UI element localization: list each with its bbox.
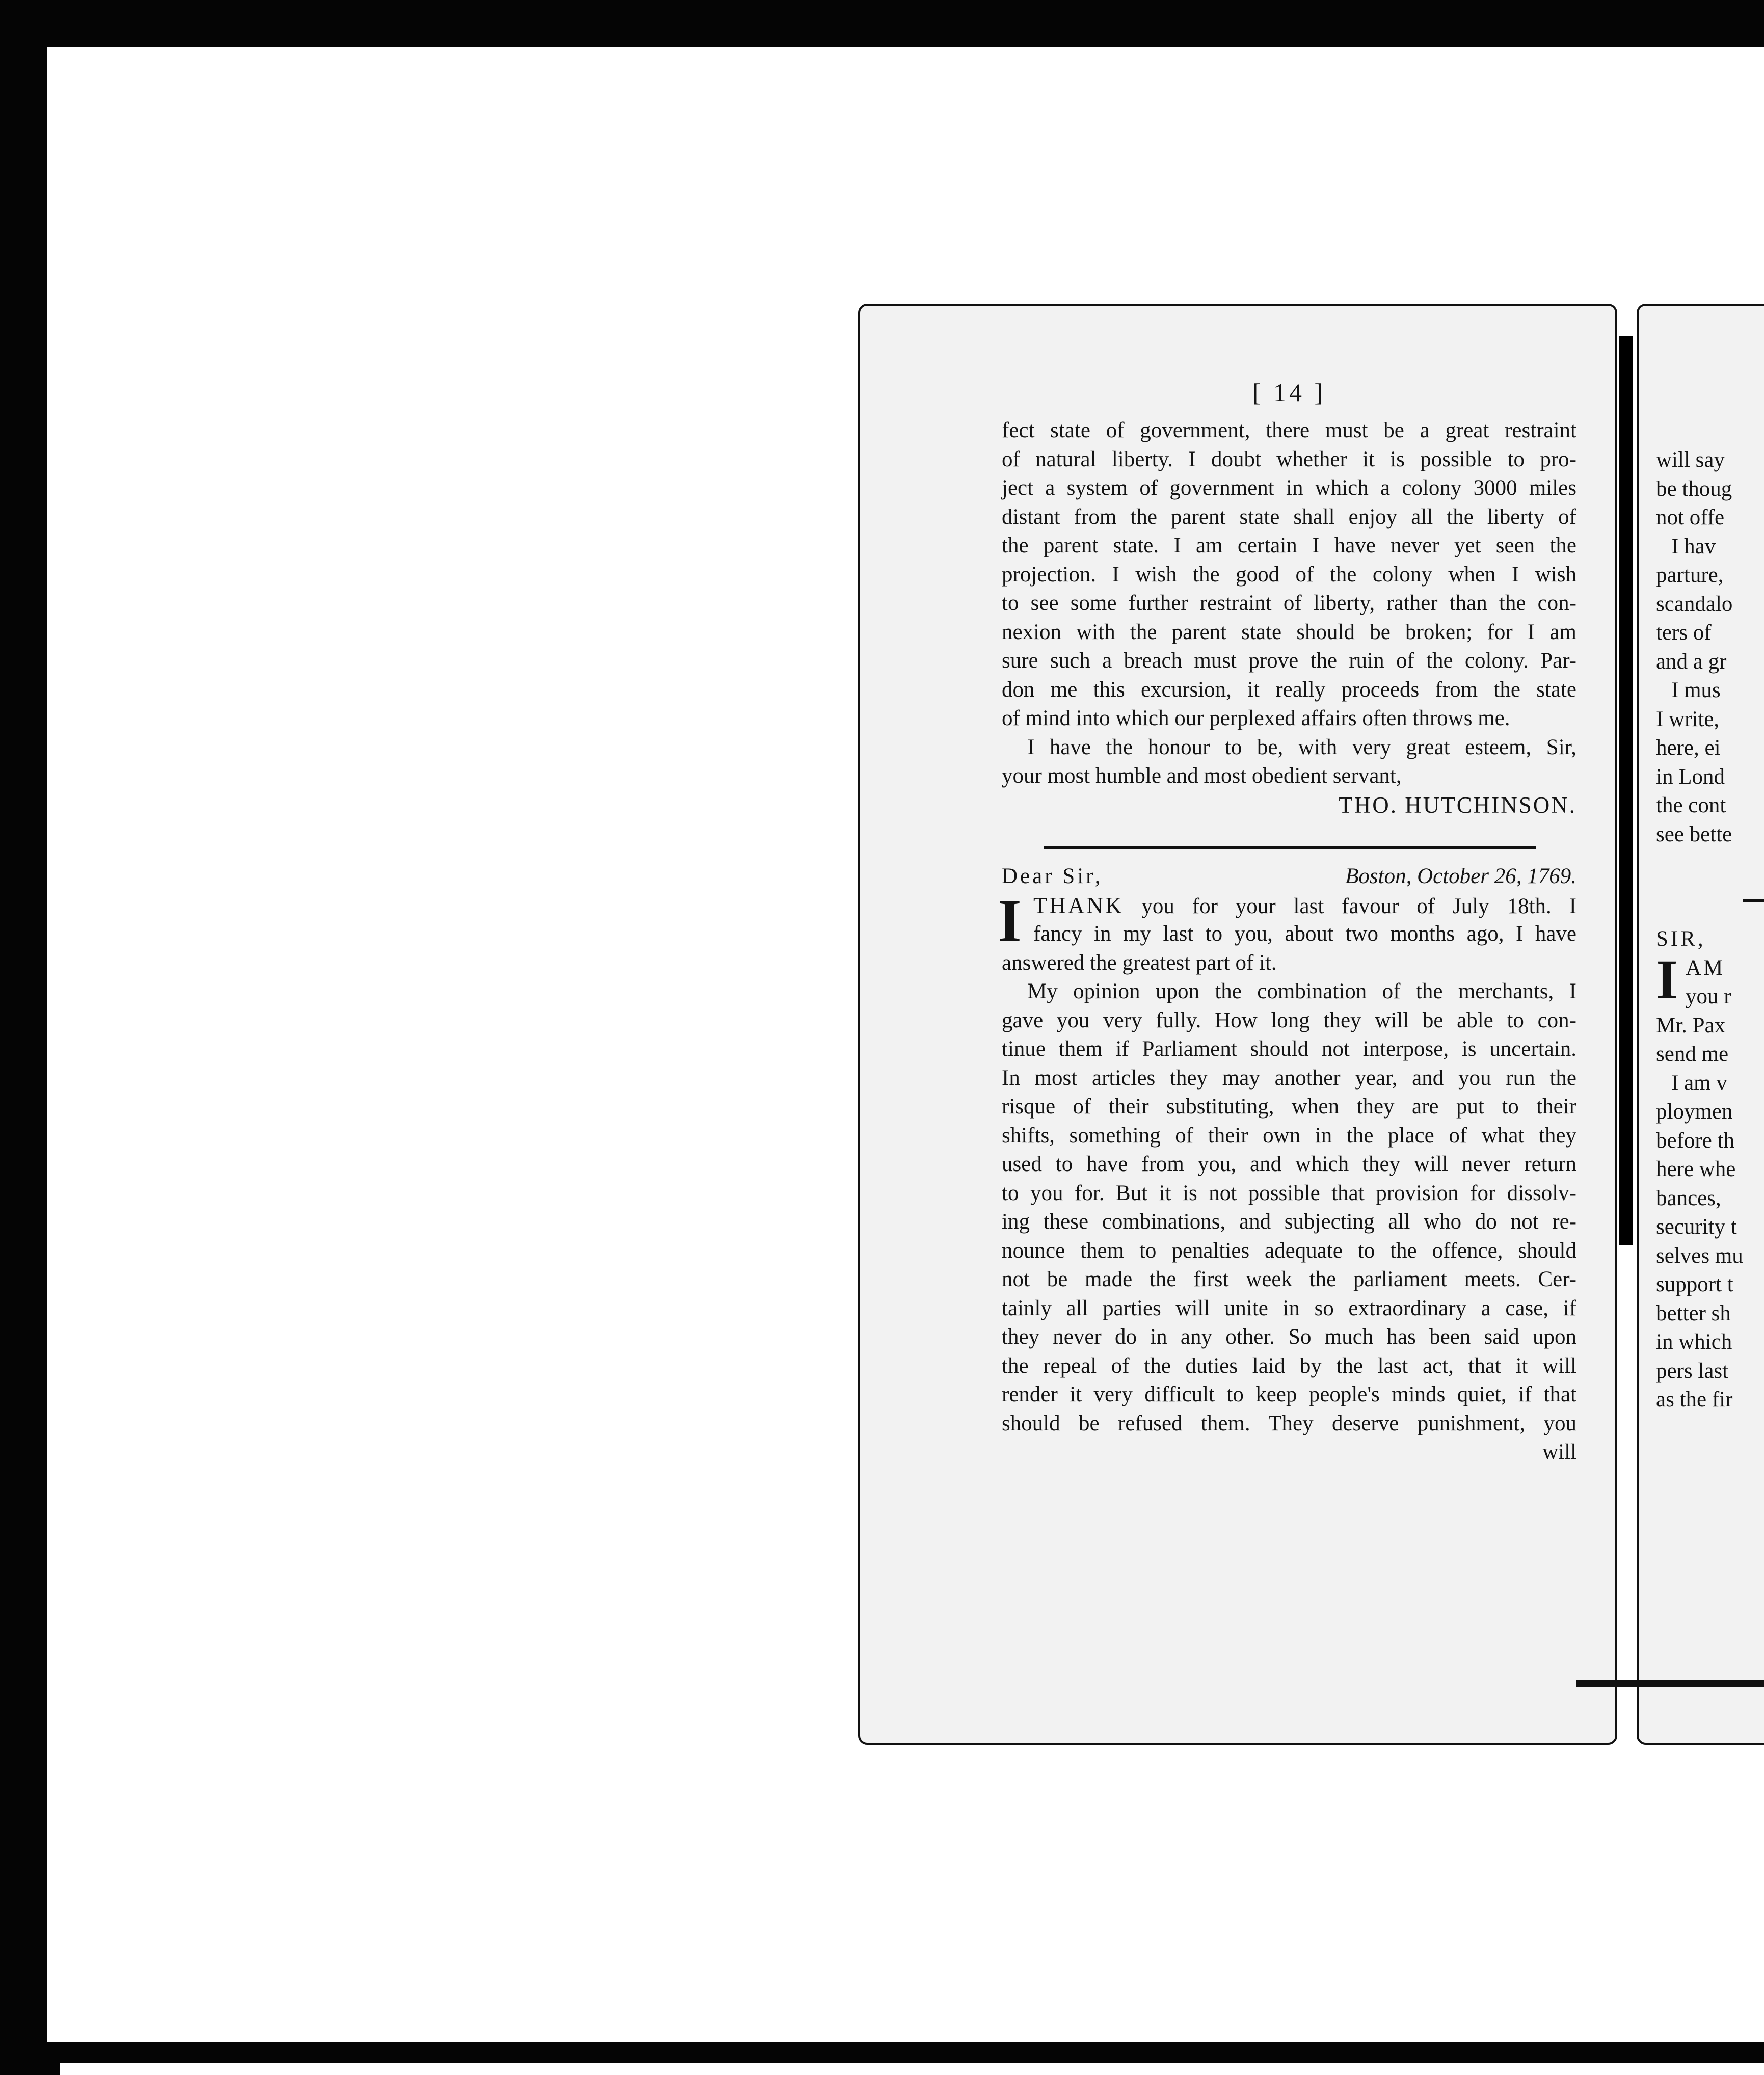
fragment-line: will say: [1656, 448, 1725, 472]
book-spine: [1619, 336, 1633, 1245]
fragment-line: selves mu: [1656, 1243, 1743, 1268]
text-line: distant from the parent state shall enjoy all the liberty of: [1002, 504, 1576, 529]
fragment-line: security t: [1656, 1215, 1737, 1239]
opening-line-rest: you for your last favour of July 18th. I: [1141, 894, 1576, 918]
text-line: should be refused them. They deserve punishment, you: [1002, 1411, 1576, 1435]
text-line: of mind into which our perplexed affairs often throws me.: [1002, 706, 1510, 730]
text-line: ing these combinations, and subjecting all who do not re-: [1002, 1210, 1576, 1234]
fragment-line: the cont: [1656, 793, 1726, 817]
fragment-line: ters of: [1656, 621, 1712, 645]
text-line: [1002, 891, 1576, 920]
text-line: nexion with the parent state should be broken; for I am: [1002, 620, 1576, 644]
drop-cap: I: [998, 886, 1022, 954]
fragment-line: as the fir: [1656, 1388, 1733, 1412]
fragment-line: I hav: [1671, 534, 1716, 558]
text-line: the repeal of the duties laid by the last act, that it will: [1002, 1353, 1576, 1378]
text-line: the parent state. I am certain I have never yet seen the: [1002, 534, 1576, 557]
fragment-line: better sh: [1656, 1301, 1731, 1325]
fragment-divider: [1743, 899, 1764, 902]
book-spine-base: [1576, 1680, 1764, 1687]
fragment-line: and a gr: [1656, 649, 1727, 674]
text-line: to you for. But it is not possible that provision for dissolv-: [1002, 1181, 1576, 1205]
fragment-line: be thoug: [1656, 476, 1732, 501]
right-page-fragment-top: [1656, 446, 1764, 849]
right-page-fragment-bottom: [1656, 925, 1764, 1415]
closing-line: your most humble and most obedient servant,: [1002, 764, 1402, 788]
scan-border-top: [0, 0, 1764, 47]
left-page-text: [998, 375, 1576, 1467]
fragment-line: I am v: [1671, 1071, 1727, 1095]
fragment-drop-cap: I: [1656, 948, 1678, 1010]
text-line: projection. I wish the good of the colony when I wish: [1002, 562, 1576, 587]
text-line: fect state of government, there must be a great restraint: [1002, 418, 1576, 442]
fragment-line: here, ei: [1656, 736, 1721, 760]
fragment-line: support t: [1656, 1272, 1733, 1296]
letter2-body: [998, 862, 1576, 1467]
fragment-line: bances,: [1656, 1186, 1721, 1210]
letter-heading: [1002, 862, 1576, 891]
section-divider: [1044, 846, 1536, 849]
catchword: will: [1542, 1440, 1576, 1464]
fragment-line: parture,: [1656, 563, 1724, 587]
opening-word: THANK: [1033, 892, 1124, 918]
fragment-line: before th: [1656, 1128, 1735, 1153]
text-line: tinue them if Parliament should not interpose, is uncertain.: [1002, 1037, 1576, 1061]
text-line: ject a system of government in which a colony 3000 miles: [1002, 476, 1576, 500]
fragment-line: see bette: [1656, 822, 1732, 846]
text-line: nounce them to penalties adequate to the offence, should: [1002, 1238, 1576, 1263]
fragment-salutation: SIR,: [1656, 927, 1706, 951]
text-line: tainly all parties will unite in so extraordinary a case, if: [1002, 1296, 1576, 1320]
fragment-line: scandalo: [1656, 592, 1733, 616]
fragment-line: you r: [1686, 985, 1731, 1008]
text-line: to see some further restraint of liberty, rather than the con-: [1002, 591, 1576, 615]
text-line: answered the greatest part of it.: [1002, 950, 1277, 975]
text-line: My opinion upon the combination of the merchants, I: [1027, 979, 1576, 1003]
closing-line: I have the honour to be, with very great esteem, Sir,: [1027, 735, 1576, 759]
text-line: In most articles they may another year, and you run the: [1002, 1066, 1576, 1090]
text-line: not be made the first week the parliament meets. Cer-: [1002, 1267, 1576, 1291]
letter1-body: [1002, 416, 1576, 819]
text-line: they never do in any other. So much has been said upon: [1002, 1325, 1576, 1349]
fragment-line: send me: [1656, 1042, 1729, 1066]
scan-border-notch: [60, 2063, 1764, 2075]
dateline: Boston, October 26, 1769.: [1345, 864, 1576, 888]
opening-paragraph: [998, 886, 1576, 954]
fragment-line: I write,: [1656, 707, 1720, 731]
text-line: gave you very fully. How long they will be able to con-: [1002, 1008, 1576, 1032]
salutation: Dear Sir,: [1002, 864, 1103, 888]
fragment-line: I mus: [1671, 678, 1721, 702]
text-line: risque of their substituting, when they are put to their: [1002, 1095, 1576, 1119]
fragment-line: ploymen: [1656, 1100, 1733, 1124]
text-line: render it very difficult to keep people's minds quiet, if that: [1002, 1382, 1576, 1406]
fragment-line: in Lond: [1656, 764, 1725, 789]
signature: THO. HUTCHINSON.: [1339, 792, 1576, 818]
fragment-line: pers last: [1656, 1359, 1729, 1383]
fragment-line: in which: [1656, 1330, 1732, 1354]
fragment-line: Mr. Pax: [1656, 1013, 1726, 1038]
fragment-line: not offe: [1656, 506, 1725, 529]
text-line: don me this excursion, it really proceeds from the state: [1002, 677, 1576, 702]
fragment-opening-word: AM: [1686, 955, 1725, 980]
page-number: [ 14 ]: [1252, 378, 1326, 407]
text-line: sure such a breach must prove the ruin of the colony. Par-: [1002, 649, 1576, 673]
text-line: fancy in my last to you, about two months ago, I have: [1033, 922, 1576, 946]
scan-border-left: [0, 0, 47, 2075]
text-line: used to have from you, and which they will never return: [1002, 1152, 1576, 1176]
fragment-line: here whe: [1656, 1157, 1736, 1181]
text-line: of natural liberty. I doubt whether it is possible to pro-: [1002, 447, 1576, 471]
fragment-opening: [1656, 948, 1764, 1012]
text-line: shifts, something of their own in the place of what they: [1002, 1123, 1576, 1148]
